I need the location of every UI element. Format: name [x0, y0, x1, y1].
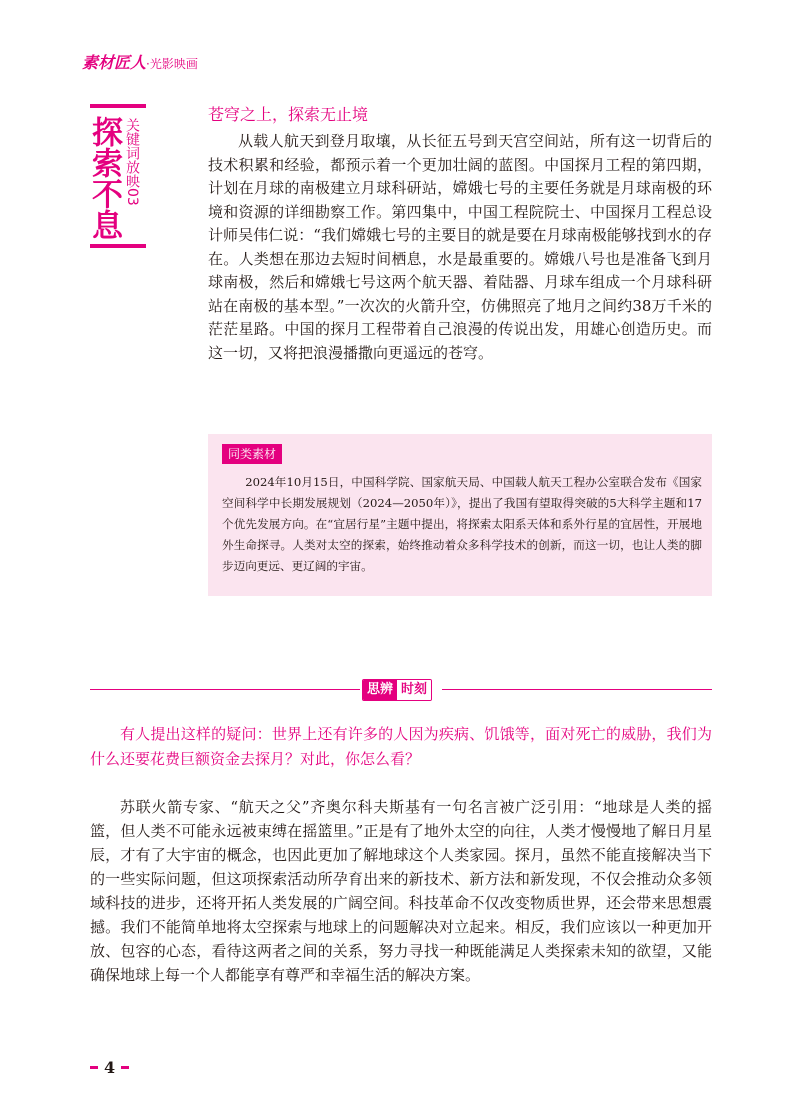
think-question: 有人提出这样的疑问：世界上还有许多的人因为疾病、饥饿等，面对死亡的威胁，我们为什么还要花费巨额资金去探月？对此，你怎么看？	[90, 725, 712, 768]
think-banner	[362, 679, 432, 701]
divider-right	[442, 689, 712, 690]
divider-left	[90, 689, 360, 690]
brand-sub: ·光影映画	[146, 57, 198, 71]
think-label-b: 时刻	[397, 680, 431, 700]
side-subtitle: 关键词放映03	[124, 118, 140, 206]
page-number	[90, 1058, 129, 1077]
section-heading: 苍穹之上，探索无止境	[208, 105, 369, 124]
similar-material-box	[208, 434, 712, 596]
side-top-bar	[90, 104, 146, 108]
think-label-a: 思辨	[363, 680, 397, 700]
header-brand	[82, 50, 198, 73]
page-number-dash-right	[121, 1066, 129, 1069]
section-body: 从载人航天到登月取壤，从长征五号到天宫空间站，所有这一切背后的技术积累和经验，都预示着一个更加壮阔的蓝图。中国探月工程的第四期，计划在月球的南极建立月球科研站，嫦娥七号的主要任务就是月球南极的环境和资源的详细勘察工作。第四集中，中国工程院院士、中国探月工程总设计师吴伟仁说：“我们嫦娥七号的主要目的就是要在月球南极能够找到水的存在。人类想在那边去短时间栖息，水是最重要的。嫦娥八号也是准备飞到月球南极，然后和嫦娥七号这两个航天器、着陆器、月球车组成一个月球科研站在南极的基本型。”一次次的火箭升空，仿佛照亮了地月之间约38万千米的茫茫星路。中国的探月工程带着自己浪漫的传说出发，用雄心创造历史。而这一切，又将把浪漫播撒向更遥远的苍穹。	[208, 132, 712, 362]
think-answer: 苏联火箭专家、“航天之父”齐奥尔科夫斯基有一句名言被广泛引用：“地球是人类的摇篮，但人类不可能永远被束缚在摇篮里。”正是有了地外太空的向往，人类才慢慢地了解日月星辰，才有了大宇宙的概念，也因此更加了解地球这个人类家园。探月，虽然不能直接解决当下的一些实际问题，但这项探索活动所孕育出来的新技术、新方法和新发现，不仅会推动众多领域科技的进步，还将开拓人类发展的广阔空间。科技革命不仅改变物质世界，还会带来思想震撼。我们不能简单地将太空探索与地球上的问题解决对立起来。相反，我们应该以一种更加开放、包容的心态，看待这两者之间的关系，努力寻找一种既能满足人类探索未知的欲望，又能确保地球上每一个人都能享有尊严和幸福生活的解决方案。	[90, 798, 712, 984]
similar-material-label: 同类素材	[222, 444, 282, 464]
page-number-value: 4	[104, 1058, 116, 1077]
page-number-dash-left	[90, 1066, 98, 1069]
side-bottom-bar	[90, 244, 146, 248]
brand-main: 素材匠人	[82, 53, 147, 72]
side-title: 探索不息	[86, 116, 122, 240]
similar-material-text: 2024年10月15日，中国科学院、国家航天局、中国载人航天工程办公室联合发布《国家空间科学中长期发展规划（2024—2050年）》，提出了我国有望取得突破的5大科学主题和17个优先发展方向。在“宜居行星”主题中提出，将探索太阳系天体和系外行星的宜居性，开展地外生命探寻。人类对太空的探索，始终推动着众多科学技术的创新，而这一切，也让人类的脚步迈向更远、更辽阔的宇宙。	[222, 475, 702, 573]
